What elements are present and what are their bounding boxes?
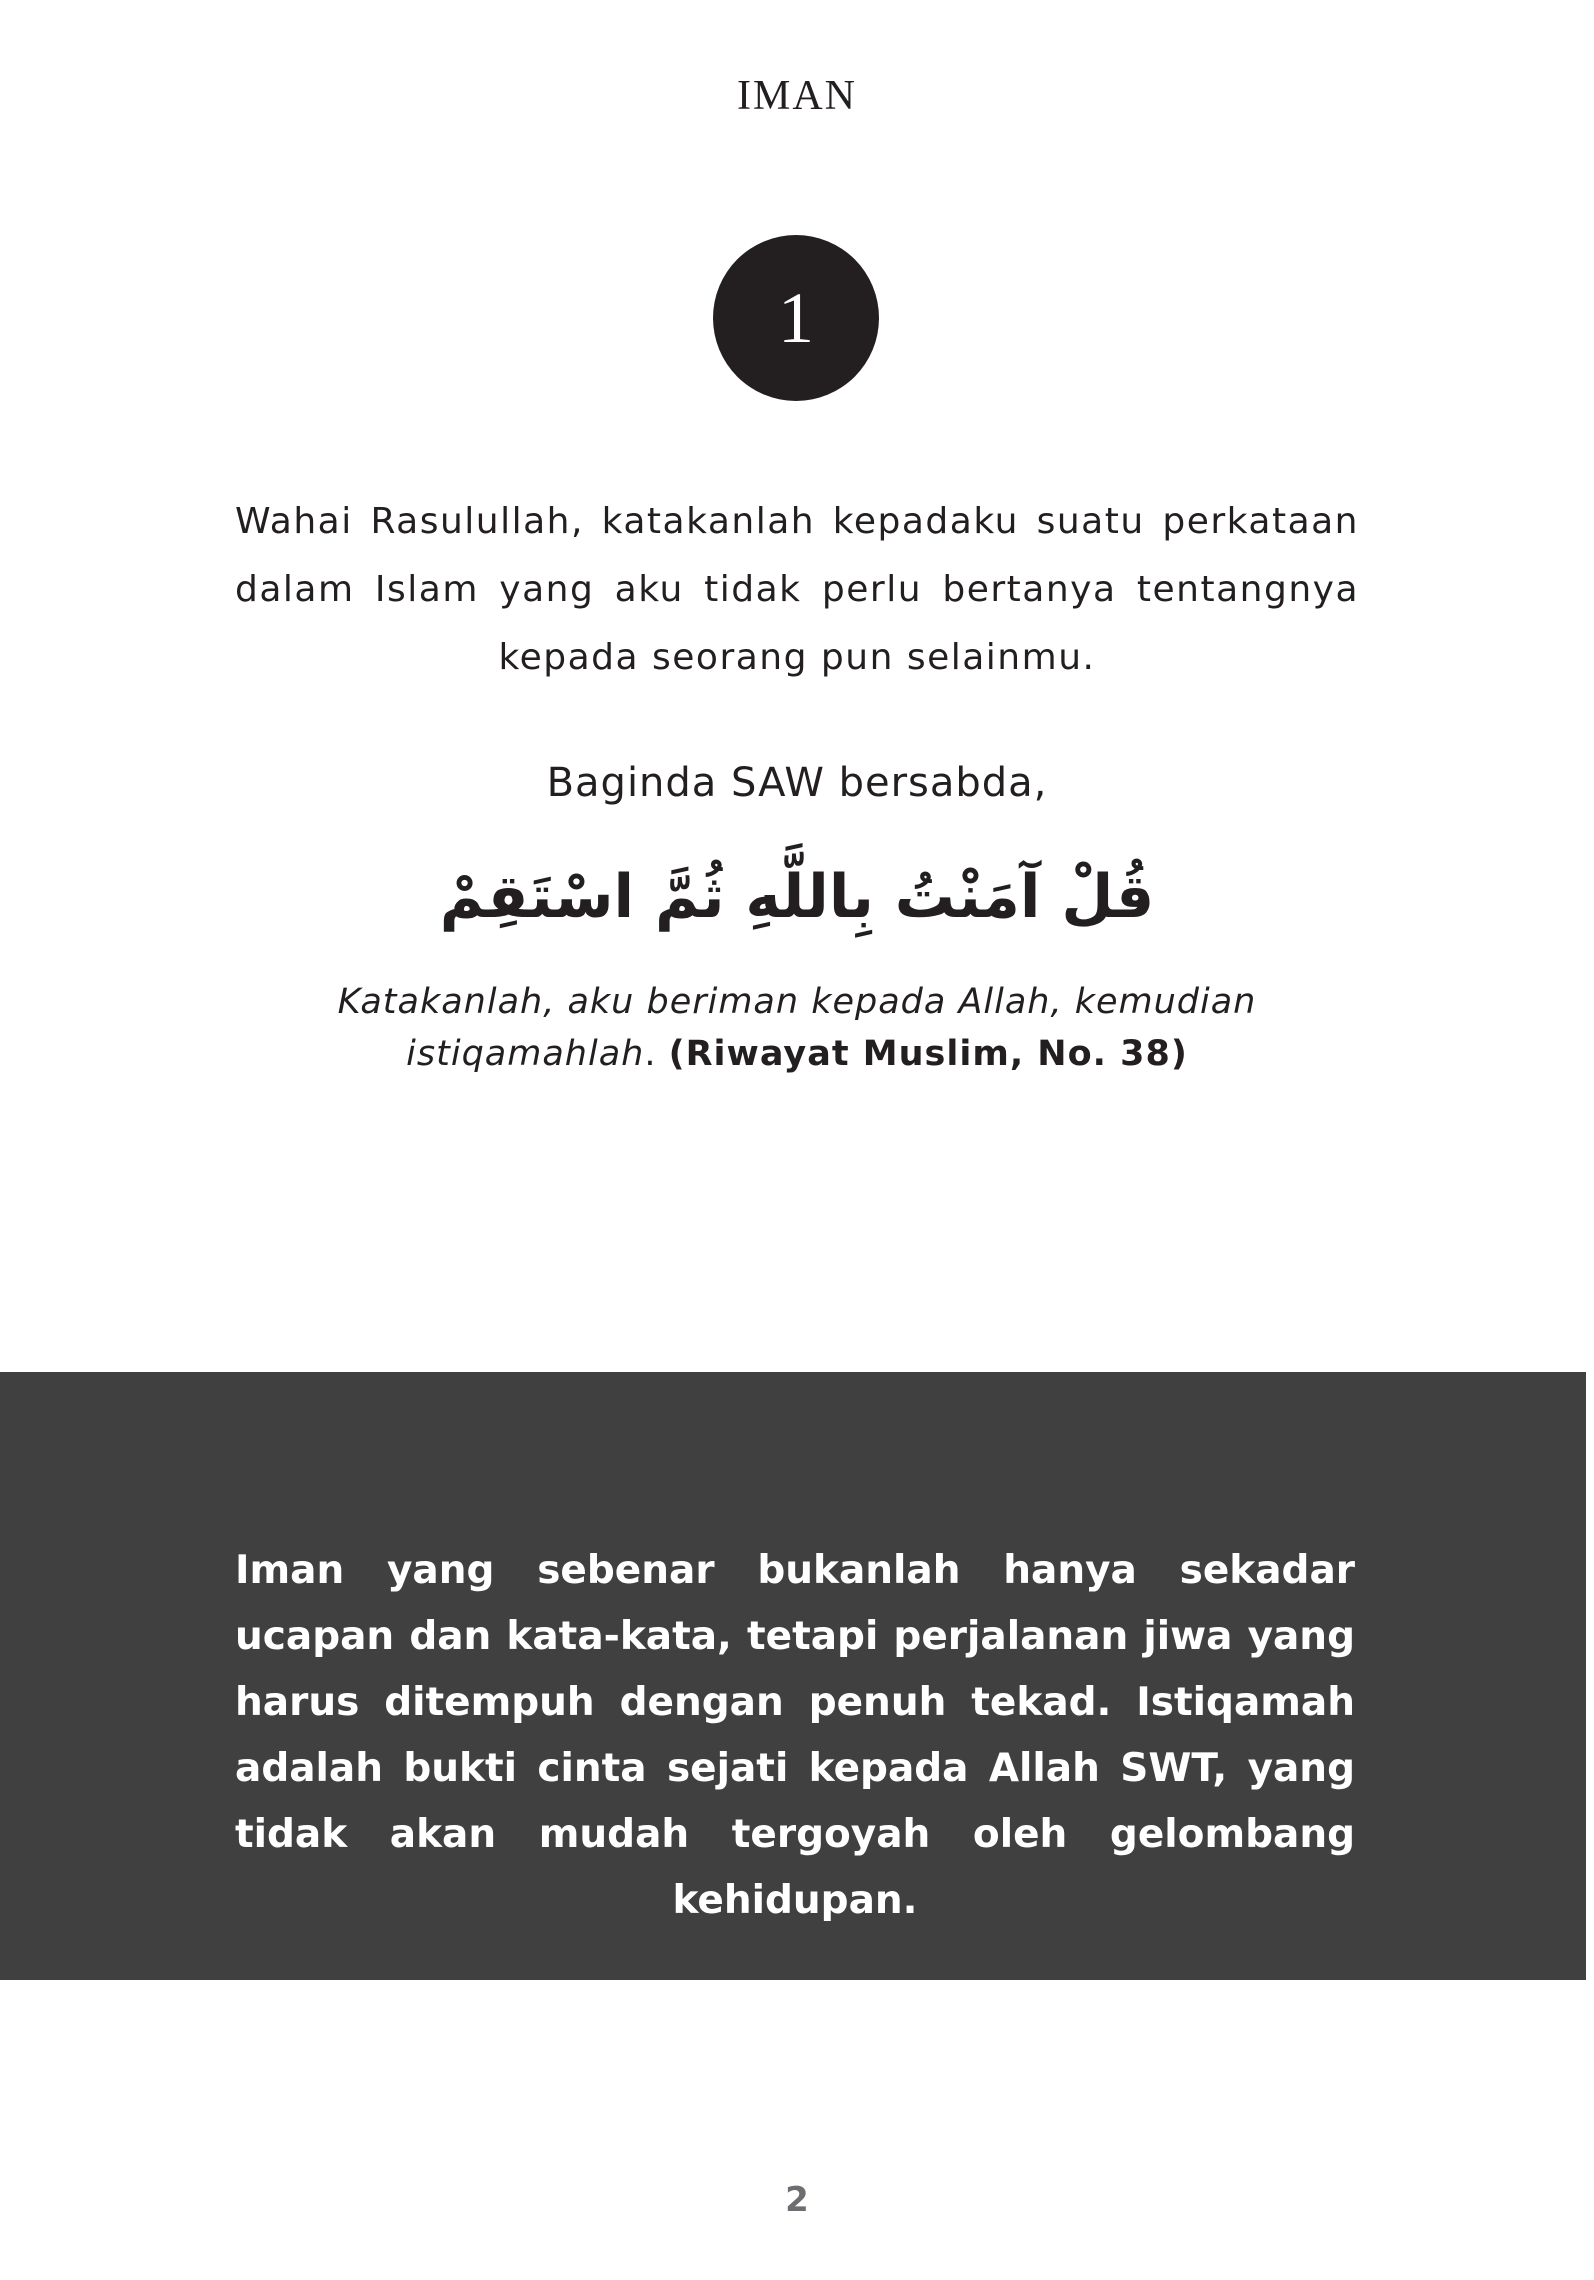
- hadith-intro: Baginda SAW bersabda,: [546, 760, 1048, 806]
- hadith-reference: (Riwayat Muslim, No. 38): [668, 1034, 1188, 1074]
- hadith-translation-block: [260, 976, 1334, 1080]
- hadith-arabic: قُلْ آمَنْتُ بِاللَّهِ ثُمَّ اسْتَقِمْ: [439, 862, 1155, 932]
- hadith-punctuation: .: [644, 1034, 657, 1074]
- section-number: 1: [778, 278, 814, 358]
- hadith-translation: Katakanlah, aku beriman kepada Allah, kemudian istiqamahlah: [337, 982, 1257, 1074]
- page-title: IMAN: [737, 73, 857, 119]
- question-text: Wahai Rasulullah, katakanlah kepadaku suatu perkataan dalam Islam yang aku tidak perlu bertanya tentangnya kepada seorang pun selainmu.: [235, 501, 1359, 678]
- quote-text: Iman yang sebenar bukanlah hanya sekadar ucapan dan kata-kata, tetapi perjalanan jiwa yang harus ditempuh dengan penuh tekad. Istiqamah adalah bukti cinta sejati kepada Allah SWT, yang tidak akan mudah tergoyah oleh gelombang kehidupan.: [235, 1548, 1355, 1923]
- page-number: 2: [785, 2180, 809, 2220]
- section-number-badge: [713, 235, 879, 401]
